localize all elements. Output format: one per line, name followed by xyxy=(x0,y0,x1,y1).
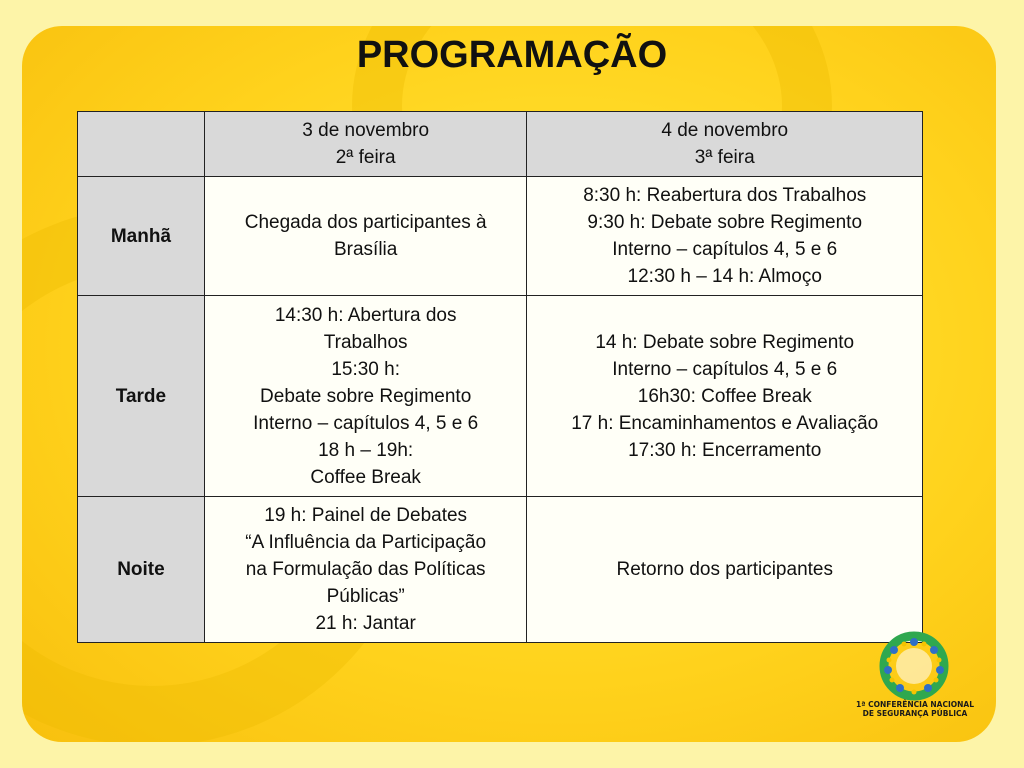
table-row-manha xyxy=(78,177,923,296)
logo-caption-line1: 1ª CONFERÊNCIA NACIONAL xyxy=(856,700,974,709)
cell-noite-day2 xyxy=(527,497,923,643)
cell-line: Públicas” xyxy=(326,586,405,607)
cell-line: Interno – capítulos 4, 5 e 6 xyxy=(612,239,838,260)
cell-line: 14 h: Debate sobre Regimento xyxy=(595,331,855,353)
cell-line: Chegada dos participantes à xyxy=(244,212,487,233)
header-day1-weekday: 2ª feira xyxy=(335,147,396,168)
cell-line: Brasília xyxy=(333,239,398,260)
cell-manha-day2 xyxy=(527,177,923,296)
cell-line: 14:30 h: Abertura dos xyxy=(274,304,457,326)
cell-line: 15:30 h: xyxy=(331,358,400,380)
cell-line: 17 h: Encaminhamentos e Avaliação xyxy=(571,412,879,434)
cell-line: 18 h – 19h: xyxy=(318,439,414,461)
cell-line: 12:30 h – 14 h: Almoço xyxy=(627,266,822,287)
cell-line: Retorno dos participantes xyxy=(616,559,833,580)
row-label-tarde: Tarde xyxy=(78,296,205,497)
cell-line: 21 h: Jantar xyxy=(315,613,416,634)
cell-tarde-day1 xyxy=(204,296,527,497)
header-day2-date: 4 de novembro xyxy=(661,120,789,141)
cell-manha-day1 xyxy=(204,177,527,296)
cell-line: Debate sobre Regimento xyxy=(260,385,472,407)
cell-line: Trabalhos xyxy=(323,331,408,353)
table-row-noite xyxy=(78,497,923,643)
cell-line: 16h30: Coffee Break xyxy=(637,385,812,407)
header-day1 xyxy=(204,112,527,177)
cell-line: Coffee Break xyxy=(310,466,421,488)
header-day2 xyxy=(527,112,923,177)
cell-tarde-day2 xyxy=(527,296,923,497)
header-day1-date: 3 de novembro xyxy=(302,120,430,141)
cell-line: 8:30 h: Reabertura dos Trabalhos xyxy=(583,185,867,206)
cell-line: Interno – capítulos 4, 5 e 6 xyxy=(612,358,838,380)
row-label-manha: Manhã xyxy=(78,177,205,296)
logo-caption-line2: DE SEGURANÇA PÚBLICA xyxy=(862,709,968,718)
row-label-noite: Noite xyxy=(78,497,205,643)
cell-noite-day1 xyxy=(204,497,527,643)
table-row-tarde xyxy=(78,296,923,497)
schedule-table xyxy=(77,111,923,643)
page-title: PROGRAMAÇÃO xyxy=(356,34,668,76)
header-day2-weekday: 3ª feira xyxy=(694,147,755,168)
cell-line: na Formulação das Políticas xyxy=(245,559,486,580)
cell-line: 19 h: Painel de Debates xyxy=(264,505,468,526)
table-header-row xyxy=(78,112,923,177)
header-corner-cell xyxy=(78,112,205,177)
cell-line: “A Influência da Participação xyxy=(245,532,487,553)
cell-line: 9:30 h: Debate sobre Regimento xyxy=(587,212,863,233)
conference-logo-icon xyxy=(858,628,978,738)
logo-caption xyxy=(845,700,985,718)
cell-line: Interno – capítulos 4, 5 e 6 xyxy=(253,412,479,434)
cell-line: 17:30 h: Encerramento xyxy=(628,439,822,461)
